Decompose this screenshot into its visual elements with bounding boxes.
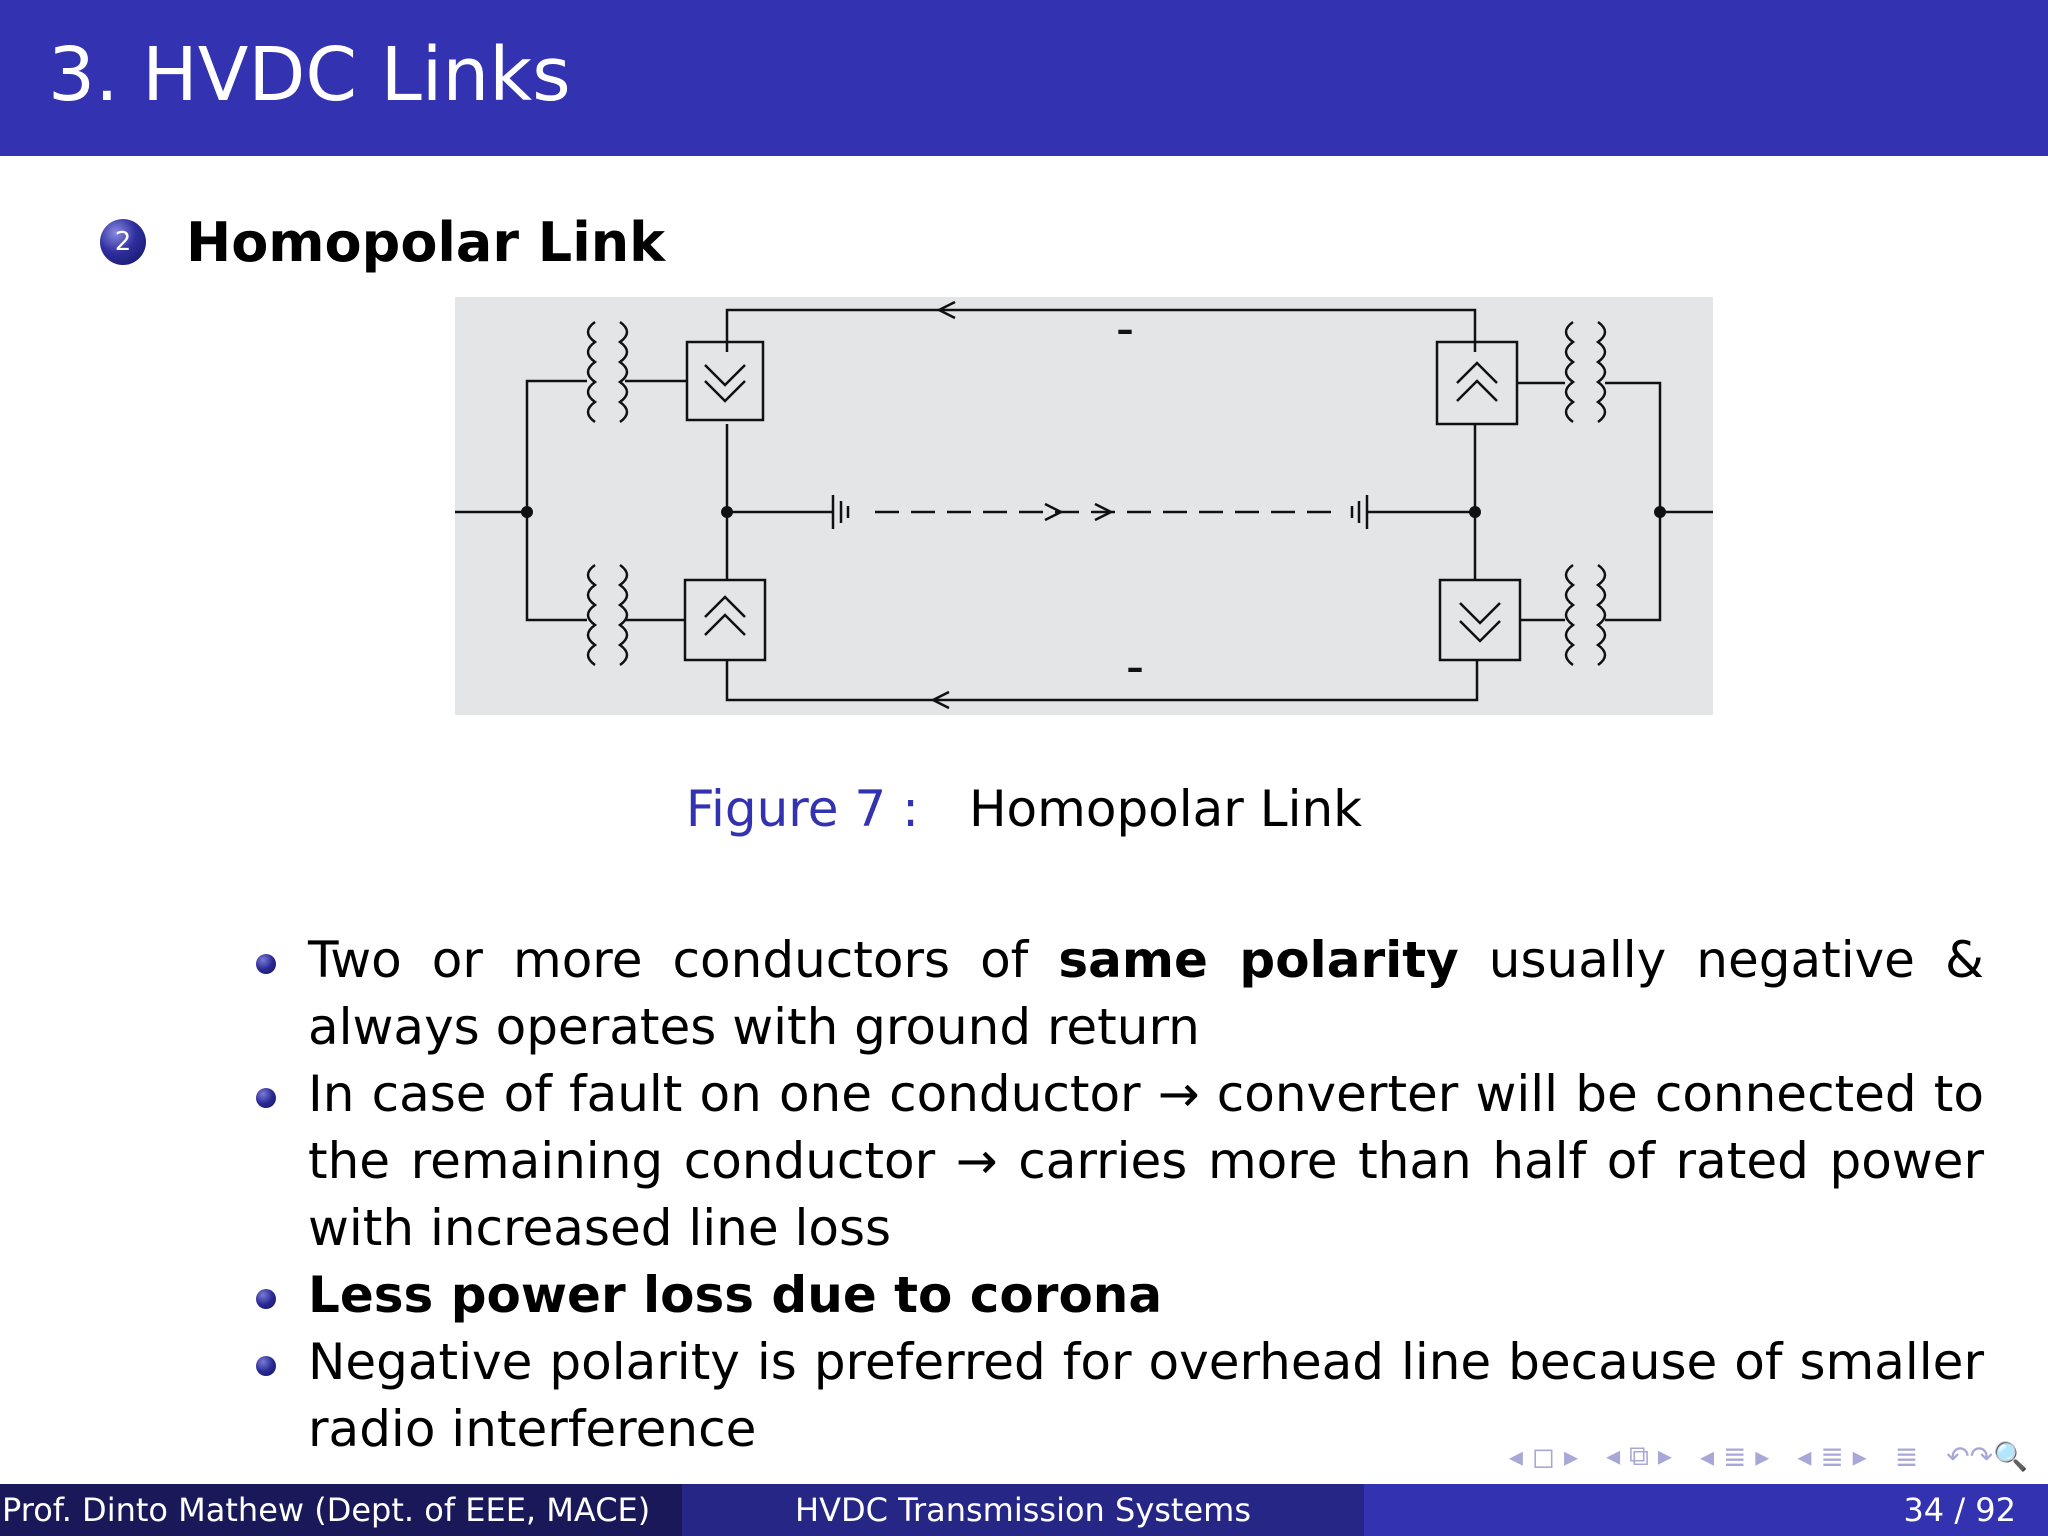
subsubsection-nav-icon[interactable]: ◂ ≣ ▸ xyxy=(1797,1439,1867,1473)
right-ac-bus xyxy=(1605,383,1660,620)
top-polarity-label: – xyxy=(1116,310,1134,350)
footer-author: Prof. Dinto Mathew (Dept. of EEE, MACE) xyxy=(0,1484,682,1536)
right-top-converter xyxy=(1437,342,1517,424)
bullet-text: usually negative & always operates with ground return xyxy=(308,931,1984,1056)
footer-page-number: 34 / 92 xyxy=(1364,1484,2048,1536)
bullet-emphasis: same polarity xyxy=(1058,931,1459,989)
section-title: Homopolar Link xyxy=(186,210,666,274)
bottom-polarity-label: – xyxy=(1126,648,1144,688)
bullet-item xyxy=(252,927,1984,1061)
outline-nav-icon[interactable]: ≣ xyxy=(1894,1439,1919,1473)
caption-text: Homopolar Link xyxy=(968,780,1363,838)
section-heading xyxy=(100,212,665,272)
right-top-transformer xyxy=(1566,322,1605,422)
title-bar xyxy=(0,0,2048,156)
frame-nav-icon[interactable]: ◂ ◻ ▸ xyxy=(1508,1439,1579,1473)
bullet-text: In case of fault on one conductor → converter will be connected to the remaining conductor → carries more than half of rated power with increased line loss xyxy=(308,1065,1984,1257)
beamer-navigation xyxy=(1509,1436,2028,1476)
right-bottom-transformer xyxy=(1566,565,1605,665)
bullet-dot xyxy=(256,1356,276,1376)
right-bottom-symbol xyxy=(1460,603,1500,641)
left-bottom-transformer xyxy=(588,565,627,665)
footer-course: HVDC Transmission Systems xyxy=(682,1484,1364,1536)
slide-title: 3. HVDC Links xyxy=(48,32,571,118)
subsection-nav-icon[interactable]: ◂ ⧉ ▸ xyxy=(1606,1439,1672,1472)
left-ground-symbol xyxy=(833,495,848,529)
figure-caption xyxy=(0,780,2048,838)
bullet-item xyxy=(252,1262,1984,1329)
search-nav-icon[interactable]: ↶↷🔍 xyxy=(1946,1439,2028,1473)
bullet-text: Negative polarity is preferred for overhead line because of smaller radio interference xyxy=(308,1333,1984,1458)
left-bottom-symbol xyxy=(705,597,745,635)
bullet-item xyxy=(252,1061,1984,1262)
bullet-list xyxy=(252,927,1984,1463)
homopolar-link-diagram xyxy=(455,297,1713,715)
left-ac-bus xyxy=(527,381,587,620)
bullet-dot xyxy=(256,1088,276,1108)
left-top-transformer xyxy=(588,322,627,422)
right-top-symbol xyxy=(1457,363,1497,401)
footer xyxy=(0,1484,2048,1536)
section-nav-icon[interactable]: ◂ ≣ ▸ xyxy=(1699,1439,1770,1473)
bullet-text: Two or more conductors of xyxy=(308,931,1059,989)
top-conductor xyxy=(727,310,1475,352)
circuit-diagram xyxy=(455,297,1713,715)
left-bottom-converter xyxy=(685,580,765,660)
left-top-symbol xyxy=(705,365,745,401)
right-bottom-converter xyxy=(1440,580,1520,660)
enumeration-ball xyxy=(100,219,146,265)
right-ground-symbol xyxy=(1352,495,1367,529)
caption-label: Figure 7 : xyxy=(685,780,919,838)
ground-arrow-1 xyxy=(1045,504,1061,520)
section-number: 2 xyxy=(114,227,132,257)
bottom-conductor xyxy=(727,659,1477,700)
bullet-dot xyxy=(256,954,276,974)
bullet-emphasis: Less power loss due to corona xyxy=(308,1266,1163,1324)
bullet-dot xyxy=(256,1289,276,1309)
left-top-converter xyxy=(687,342,763,420)
